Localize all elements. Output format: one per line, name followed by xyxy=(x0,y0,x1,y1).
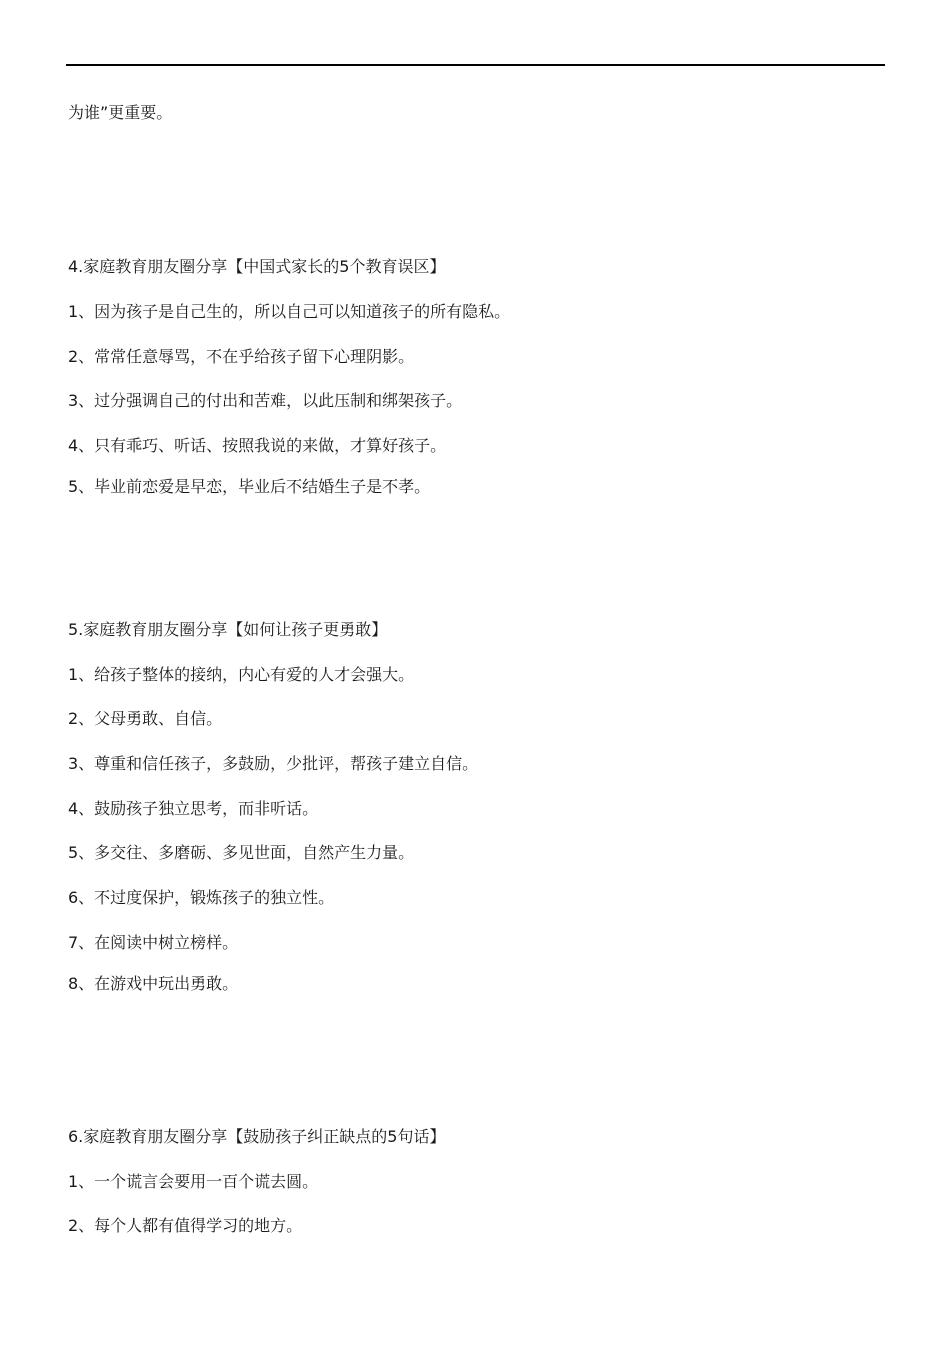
section-5-item-2: 2、父母勇敢、自信。 xyxy=(68,709,223,728)
section-4-item-2: 2、常常任意辱骂，不在乎给孩子留下心理阴影。 xyxy=(68,347,415,366)
section-5-item-7: 7、在阅读中树立榜样。 xyxy=(68,933,239,952)
section-5-title: 5.家庭教育朋友圈分享【如何让孩子更勇敢】 xyxy=(68,620,388,639)
section-4-title: 4.家庭教育朋友圈分享【中国式家长的5个教育误区】 xyxy=(68,257,446,276)
section-6-item-1: 1、一个谎言会要用一百个谎去圆。 xyxy=(68,1172,319,1191)
section-5-item-4: 4、鼓励孩子独立思考，而非听话。 xyxy=(68,799,319,818)
section-6-title: 6.家庭教育朋友圈分享【鼓励孩子纠正缺点的5句话】 xyxy=(68,1127,446,1146)
section-4-item-3: 3、过分强调自己的付出和苦难，以此压制和绑架孩子。 xyxy=(68,391,463,410)
section-4-item-5: 5、毕业前恋爱是早恋，毕业后不结婚生子是不孝。 xyxy=(68,477,431,496)
section-6-item-2: 2、每个人都有值得学习的地方。 xyxy=(68,1216,303,1235)
section-4-item-1: 1、因为孩子是自己生的，所以自己可以知道孩子的所有隐私。 xyxy=(68,302,511,321)
section-5-item-5: 5、多交往、多磨砺、多见世面，自然产生力量。 xyxy=(68,843,415,862)
header-rule xyxy=(66,64,885,66)
section-5-item-6: 6、不过度保护，锻炼孩子的独立性。 xyxy=(68,888,335,907)
continuation-text: 为谁”更重要。 xyxy=(68,103,173,122)
section-5-item-1: 1、给孩子整体的接纳，内心有爱的人才会强大。 xyxy=(68,665,415,684)
section-5-item-8: 8、在游戏中玩出勇敢。 xyxy=(68,974,239,993)
section-4-item-4: 4、只有乖巧、听话、按照我说的来做，才算好孩子。 xyxy=(68,436,447,455)
section-5-item-3: 3、尊重和信任孩子，多鼓励，少批评，帮孩子建立自信。 xyxy=(68,754,479,773)
